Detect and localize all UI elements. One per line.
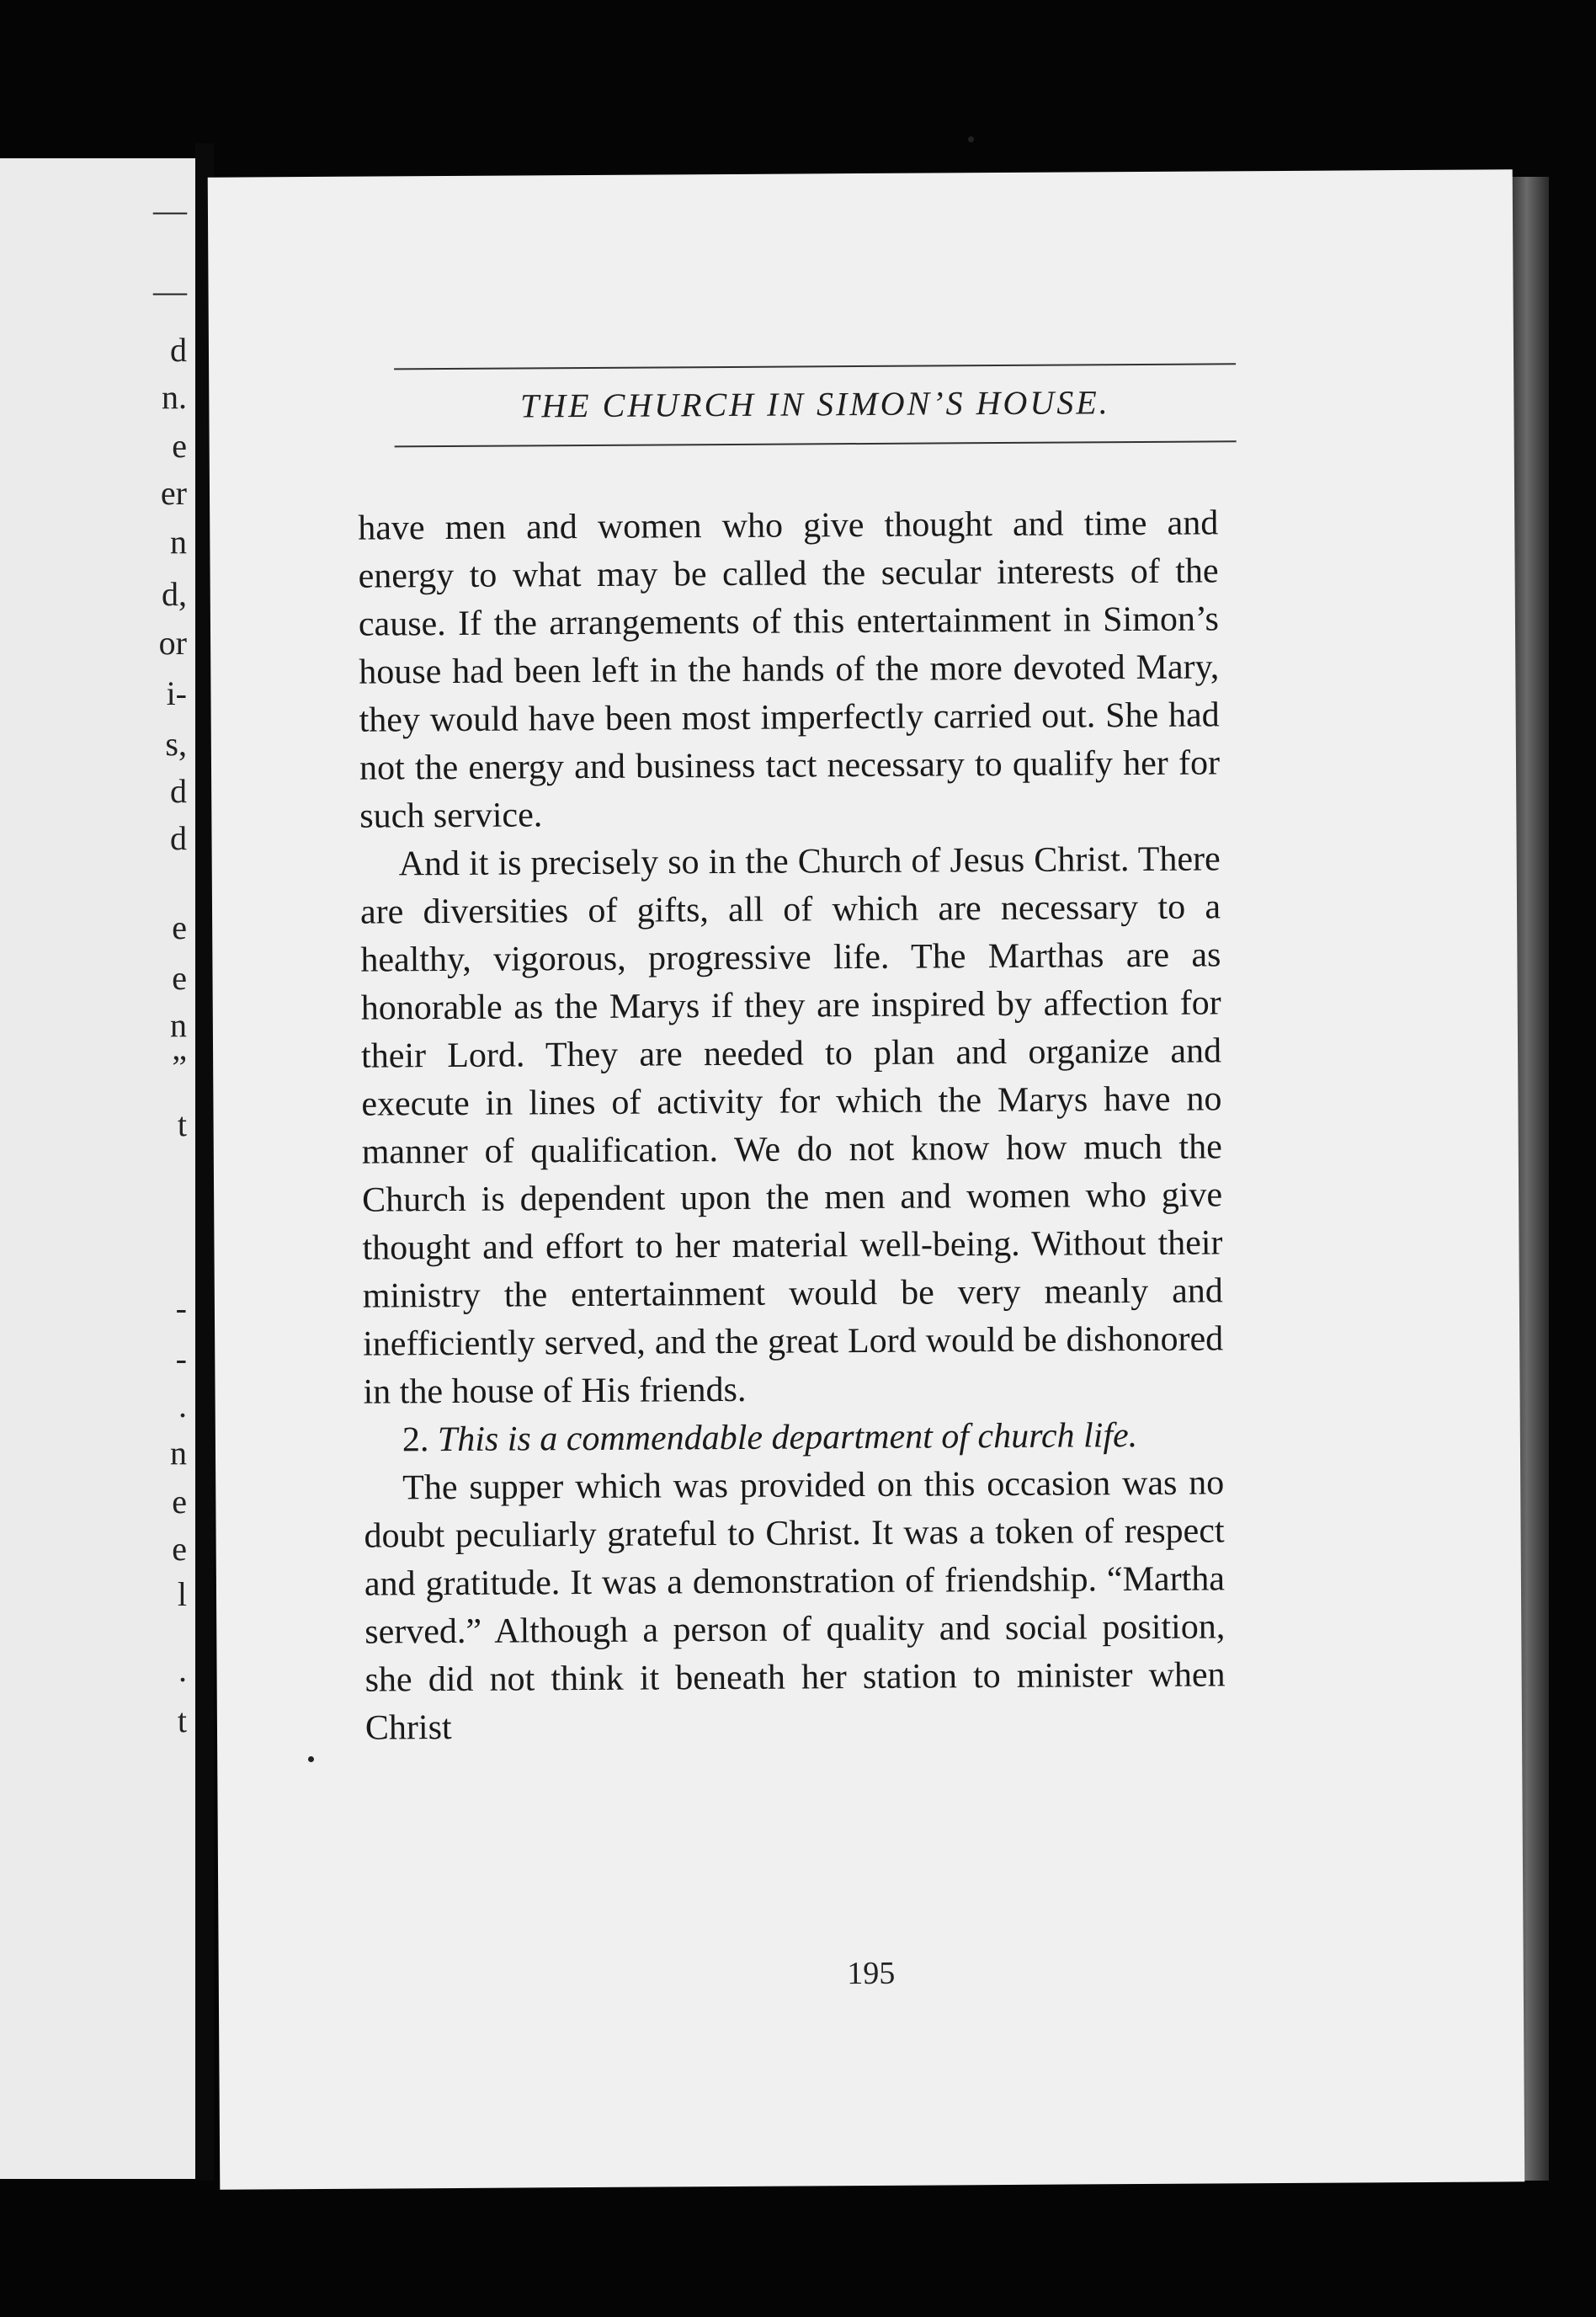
left-page-text-fragment: l — [177, 1575, 187, 1613]
left-page-text-fragment: d — [170, 772, 187, 810]
left-page-text-fragment: d, — [162, 575, 187, 613]
left-page-text-fragment: e — [172, 427, 187, 465]
paragraph: And it is precisely so in the Church of Jesus Christ. There are diversities of gifts, all of which are necessary to a healthy, vigorous, progressive life. The Marthas are as honorable as the Marys if they are inspired by affection for their Lord. They are needed to plan and organize and execute in lines of activity for which the Marys have no manner of qualification. We do not know how much the Church is dependent upon the men and women who give thought and effort to her material well-being. Without their ministry the entertainment would be very meanly and inefficiently served, and the great Lord would be dishonored in the house of His friends. — [359, 839, 1224, 1412]
left-page-text-fragment: e — [172, 959, 187, 997]
ink-speck — [968, 136, 974, 142]
left-page-text-fragment: — — [153, 272, 187, 310]
left-page-text-fragment: e — [172, 1483, 187, 1521]
paragraph: have men and women who give thought and time and energy to what may be called the secular interests of the cause. If the arrangements of this entertainment in Simon’s house had been left in the hands of the more devoted Mary, they would have been most imperfectly carried out. She had not the energy and business tact necessary to qualify her for such service. — [358, 503, 1221, 836]
top-rule — [394, 363, 1236, 370]
section-heading-text: This is a commendable department of church life. — [437, 1416, 1138, 1460]
running-head: THE CHURCH IN SIMON’S HOUSE. — [519, 383, 1110, 425]
left-page-text-fragment: d — [170, 819, 187, 857]
left-page-text-fragment: — — [153, 191, 187, 229]
left-page-text-fragment: ” — [172, 1048, 187, 1086]
left-page-text-fragment: e — [172, 908, 187, 946]
section-number: 2. — [402, 1420, 429, 1460]
bottom-rule — [395, 440, 1237, 447]
section-heading — [364, 1411, 1224, 1464]
left-page-text-fragment: - — [175, 1340, 187, 1377]
book-page — [208, 169, 1525, 2189]
left-page-fragment — [0, 158, 195, 2179]
left-page-text-fragment: . — [178, 1387, 187, 1425]
left-page-text-fragment: t — [177, 1105, 187, 1143]
left-page-text-fragment: n — [170, 1434, 187, 1472]
left-page-text-fragment: e — [172, 1530, 187, 1568]
left-page-text-fragment: t — [177, 1702, 187, 1739]
left-page-text-fragment: . — [178, 1651, 187, 1689]
ink-speck — [308, 1756, 314, 1762]
paragraph: The supper which was provided on this occasion was no doubt peculiarly grateful to Christ. It was a token of respect and gratitude. It was a demonstration of friendship. “Martha served.” Although a person of quality and social position, she did not think it beneath her station to minister when Christ — [364, 1463, 1226, 1748]
page-number: 195 — [847, 1955, 896, 1992]
left-page-text-fragment: n — [170, 523, 187, 561]
body-text — [358, 499, 1226, 1752]
left-page-text-fragment: s, — [165, 725, 187, 763]
left-page-text-fragment: n. — [162, 378, 187, 416]
left-page-text-fragment: - — [175, 1289, 187, 1327]
left-page-text-fragment: er — [160, 474, 187, 512]
left-page-text-fragment: d — [170, 331, 187, 369]
left-page-text-fragment: or — [158, 624, 187, 662]
left-page-text-fragment: n — [170, 1006, 187, 1044]
left-page-text-fragment: i- — [166, 674, 187, 712]
